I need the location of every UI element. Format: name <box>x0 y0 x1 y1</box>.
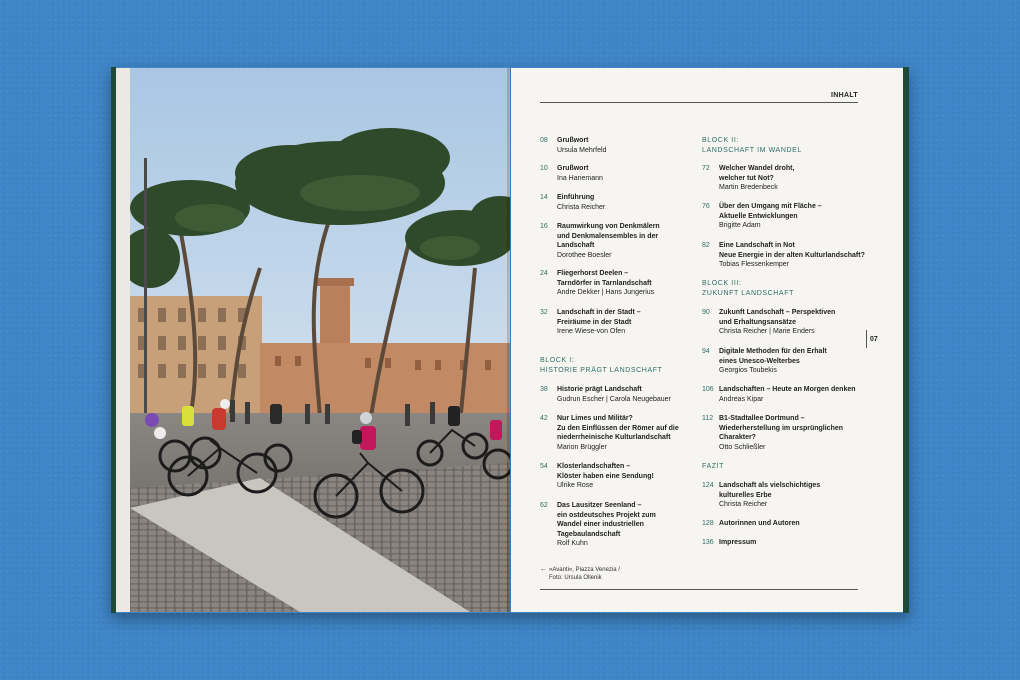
toc-title: Landschaft als vielschichtiges <box>719 482 821 489</box>
header-rule <box>540 102 858 103</box>
toc-page-number: 10 <box>540 165 548 172</box>
toc-title: Tagebaulandschaft <box>557 530 621 538</box>
toc-title: Zukunft Landschaft – Perspektiven <box>719 309 836 316</box>
toc-author: Irene Wiese-von Ofen <box>557 328 626 335</box>
toc-title: Impressum <box>719 539 757 546</box>
toc-author: Christa Reicher <box>557 203 606 211</box>
toc-page-number: 42 <box>540 415 548 422</box>
block-heading-label: BLOCK I: <box>540 357 575 364</box>
block-heading-title: HISTORIE PRÄGT LANDSCHAFT <box>540 366 663 374</box>
right-page-contents <box>511 68 903 612</box>
toc-title: Tarndörfer in Tarnlandschaft <box>557 279 652 287</box>
toc-title: Landschaft in der Stadt – <box>557 309 641 316</box>
toc-title: Neue Energie in der alten Kulturlandschaft? <box>719 251 865 259</box>
block-heading-title: ZUKUNFT LANDSCHAFT <box>702 289 794 297</box>
toc-author: Martin Bredenbeck <box>719 184 778 191</box>
block-heading <box>702 279 794 298</box>
toc-author: Marion Brüggler <box>557 443 607 451</box>
toc-title: B1-Stadtallee Dortmund – <box>719 415 805 422</box>
toc-title: Welcher Wandel droht, <box>719 165 795 172</box>
toc-title: Raumwirkung von Denkmälern <box>557 223 660 230</box>
toc-author: Ursula Mehrfeld <box>557 146 607 154</box>
toc-page-number: 90 <box>702 309 710 316</box>
toc-title: Über den Umgang mit Fläche – <box>719 203 822 210</box>
toc-title: eines Unesco-Welterbes <box>719 357 800 365</box>
toc-author: Andre Dekker | Hans Jungerius <box>557 289 655 296</box>
toc-author: Gudrun Escher | Carola Neugebauer <box>557 395 671 403</box>
caption-line: »Avanti«, Piazza Venezia / <box>549 567 620 573</box>
toc-page-number: 76 <box>702 203 710 210</box>
toc-title: Grußwort <box>557 137 589 144</box>
toc-author: Tobias Flessenkemper <box>719 261 790 268</box>
toc-author: Andreas Kipar <box>719 395 764 403</box>
toc-page-number: 24 <box>540 270 548 277</box>
toc-author: Christa Reicher <box>719 501 768 508</box>
photo-cyclists-rome <box>130 68 510 612</box>
toc-page-number: 32 <box>540 309 548 316</box>
photo-caption <box>540 566 620 582</box>
toc-title: Einführung <box>557 194 595 201</box>
arrow-left-icon: ← <box>540 566 547 573</box>
toc-page-number: 106 <box>702 386 714 393</box>
toc-title: Autorinnen und Autoren <box>719 520 800 527</box>
book-cover-edge-right <box>903 67 909 613</box>
toc-title: Klöster haben eine Sendung! <box>557 472 654 480</box>
toc-title: Zu den Einflüssen der Römer auf die <box>557 424 679 432</box>
toc-title: Wandel einer industriellen <box>557 521 644 528</box>
toc-page-number: 82 <box>702 242 710 249</box>
toc-page-number: 16 <box>540 223 548 230</box>
toc-title: Landschaften – Heute an Morgen denken <box>719 386 856 393</box>
toc-title: Grußwort <box>557 165 589 172</box>
toc-title: Klosterlandschaften – <box>557 463 631 470</box>
toc-page-number: 08 <box>540 137 548 144</box>
toc-title: Aktuelle Entwicklungen <box>719 212 798 220</box>
toc-title: Landschaft <box>557 242 595 249</box>
toc-title: Digitale Methoden für den Erhalt <box>719 348 827 355</box>
toc-author: Dorothee Boesler <box>557 251 612 259</box>
toc-page-number: 72 <box>702 165 710 172</box>
toc-page-number: 124 <box>702 482 714 489</box>
toc-page-number: 14 <box>540 194 548 201</box>
toc-title: Historie prägt Landschaft <box>557 386 642 393</box>
toc-title: welcher tut Not? <box>719 174 774 182</box>
toc-page-number: 94 <box>702 348 710 355</box>
toc-page-number: 54 <box>540 463 548 470</box>
toc-page-number: 62 <box>540 502 548 509</box>
page-number-rule <box>866 330 867 348</box>
block-heading-label: BLOCK II: <box>702 137 739 144</box>
toc-page-number: 112 <box>702 415 714 422</box>
toc-title: und Denkmalensembles in der <box>557 232 659 240</box>
toc-author: Christa Reicher | Marie Enders <box>719 328 815 335</box>
toc-title: Eine Landschaft in Not <box>719 242 795 249</box>
toc-author: Georgios Toubekis <box>719 367 777 374</box>
header-label: INHALT <box>831 92 858 99</box>
footer-rule <box>540 589 858 590</box>
toc-author: Ina Hanemann <box>557 174 603 182</box>
toc-title: Charakter? <box>719 434 756 441</box>
block-heading-title: LANDSCHAFT IM WANDEL <box>702 146 802 154</box>
block-heading-label: BLOCK III: <box>702 280 742 287</box>
block-heading-label: FAZIT <box>702 463 725 470</box>
toc-title: kulturelles Erbe <box>719 491 772 499</box>
toc-title: Freiräume in der Stadt <box>557 318 632 326</box>
toc-title: Wiederherstellung im ursprünglichen <box>719 424 844 432</box>
caption-line: Foto: Ursula Ollenik <box>549 574 602 581</box>
block-heading <box>702 136 802 155</box>
toc-title: und Erhaltungsansätze <box>719 318 797 326</box>
toc-title: Fliegerhorst Deelen – <box>557 270 629 277</box>
toc-title: Nur Limes und Militär? <box>557 415 633 422</box>
toc-author: Brigitte Adam <box>719 222 761 229</box>
toc-title: ein ostdeutsches Projekt zum <box>557 511 656 519</box>
toc-page-number: 136 <box>702 539 714 546</box>
block-heading <box>540 356 662 375</box>
toc-title: Das Lausitzer Seenland – <box>557 502 642 509</box>
toc-page-number: 38 <box>540 386 548 393</box>
toc-author: Otto Schließler <box>719 443 766 451</box>
toc-title: niederrheinische Kulturlandschaft <box>557 434 671 441</box>
page-number: 07 <box>870 336 878 343</box>
toc-page-number: 128 <box>702 520 714 527</box>
toc-author: Ulrike Rose <box>557 482 594 489</box>
left-page <box>116 68 510 612</box>
toc-author: Rolf Kuhn <box>557 540 588 547</box>
block-heading <box>702 462 724 472</box>
